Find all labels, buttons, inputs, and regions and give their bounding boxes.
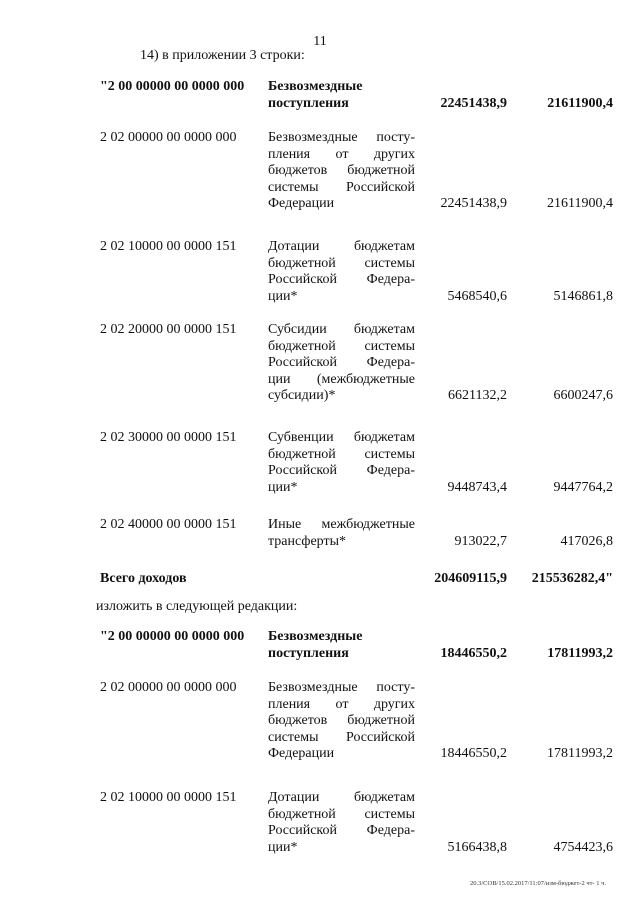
row-name-line: ции* [268,288,298,304]
row-name-line: Безвозмездные посту- [268,130,415,145]
row-name-line: Безвозмездные [268,79,363,94]
row-name [268,322,415,405]
row-code: 2 02 00000 00 0000 000 [100,130,237,145]
row-name-line: поступления [268,95,349,111]
row-name [268,517,415,550]
row-code: "2 00 00000 00 0000 000 [100,629,245,644]
row-name-line: системы Российской [268,729,415,745]
row-name-line: Дотации бюджетам [268,239,415,254]
row-name-line: системы Российской [268,179,415,195]
row-name-line: бюджетов бюджетной [268,713,415,728]
row-name-line: Федерации [268,746,335,761]
row-value-1: 5468540,6 [447,288,507,304]
row-name-line: ции (межбюджетные [268,371,415,387]
footer-stamp: 20.3/СОВ/15.02.2017/11:07/изм-бюджет-2 чт- 1 ч. [470,880,606,887]
row-name-line: субсидии)* [268,388,336,403]
row-value-2: 9447764,2 [553,479,613,495]
row-name-line: Дотации бюджетам [268,790,415,805]
row-name-line: ции* [268,479,298,495]
row-code: 2 02 00000 00 0000 000 [100,680,237,695]
total-value-2: 215536282,4" [531,571,613,586]
row-name-line: Российской Федера- [268,355,415,370]
row-name-line: Федерации [268,196,335,211]
row-value-1: 22451438,9 [440,196,507,211]
row-name [268,680,415,763]
row-name [268,130,415,213]
row-name-line: Российской Федера- [268,823,415,838]
row-code: 2 02 10000 00 0000 151 [100,239,237,254]
row-code: 2 02 20000 00 0000 151 [100,322,237,337]
row-name-line: Иные межбюджетные [268,517,415,532]
row-name-line: Субвенции бюджетам [268,430,415,445]
middle-text: изложить в следующей редакции: [96,599,298,614]
row-name-line: бюджетной системы [268,338,415,354]
row-name-line: трансферты* [268,533,347,549]
row-value-1: 913022,7 [454,533,507,549]
row-name [268,239,415,305]
row-name [268,629,415,662]
row-value-2: 4754423,6 [553,839,613,855]
row-code: "2 00 00000 00 0000 000 [100,79,245,94]
row-name-line: бюджетной системы [268,255,415,271]
total-value-1: 204609115,9 [434,571,507,586]
row-value-1: 18446550,2 [440,746,507,761]
row-value-2: 6600247,6 [553,388,613,403]
row-name-line: пления от других [268,696,415,712]
row-name-line: пления от других [268,146,415,162]
row-value-1: 18446550,2 [440,645,507,661]
row-value-2: 17811993,2 [547,746,613,761]
row-name [268,790,415,856]
row-value-2: 21611900,4 [547,95,613,111]
row-name-line: поступления [268,645,349,661]
row-value-1: 6621132,2 [448,388,507,403]
row-value-1: 22451438,9 [440,95,507,111]
row-value-2: 17811993,2 [547,645,613,661]
page-number: 11 [313,34,327,49]
row-value-2: 417026,8 [560,533,613,549]
total-label: Всего доходов [100,571,187,586]
row-name-line: бюджетной системы [268,446,415,462]
row-value-1: 5166438,8 [447,839,507,855]
row-name [268,430,415,496]
row-name-line: Безвозмездные [268,629,363,644]
row-value-2: 5146861,8 [553,288,613,304]
row-name-line: Российской Федера- [268,463,415,478]
row-name-line: Российской Федера- [268,272,415,287]
row-code: 2 02 40000 00 0000 151 [100,517,237,532]
row-name-line: бюджетов бюджетной [268,163,415,178]
row-name [268,79,415,112]
row-name-line: бюджетной системы [268,806,415,822]
row-code: 2 02 10000 00 0000 151 [100,790,237,805]
row-value-1: 9448743,4 [447,479,507,495]
row-name-line: Субсидии бюджетам [268,322,415,337]
row-code: 2 02 30000 00 0000 151 [100,430,237,445]
row-value-2: 21611900,4 [547,196,613,211]
row-name-line: ции* [268,839,298,855]
intro-text: 14) в приложении 3 строки: [140,48,305,63]
row-name-line: Безвозмездные посту- [268,680,415,695]
